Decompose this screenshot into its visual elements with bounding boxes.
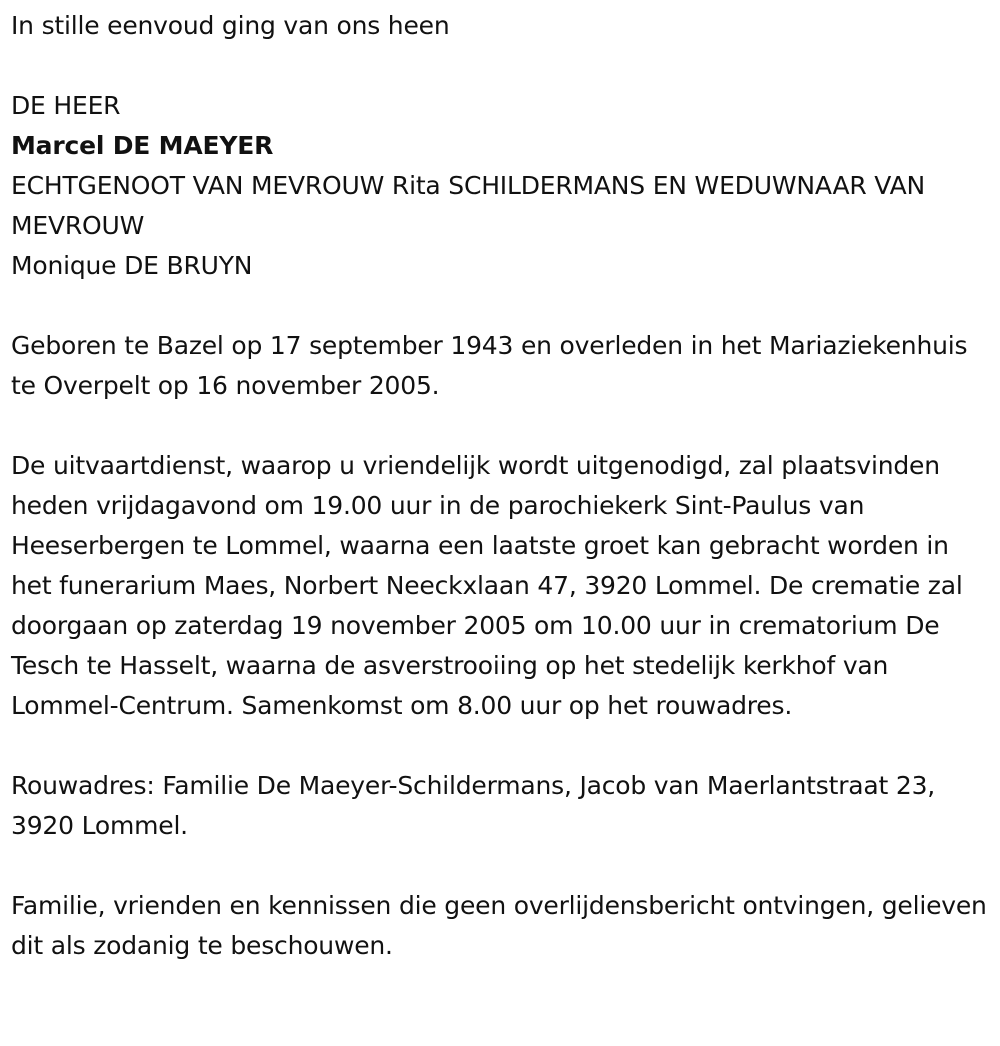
funeral-paragraph: De uitvaartdienst, waarop u vriendelijk wordt uitgenodigd, zal plaatsvinden heden vrijdagavond om 19.00 uur in de parochiekerk Sint-Paulus van Heeserbergen te Lommel, waarna een laatste groet kan gebracht worden in het funerarium Maes, Norbert Neeckxlaan 47, 3920 Lommel. De crematie zal doorgaan op zaterdag 19 november 2005 om 10.00 uur in crematorium De Tesch te Hasselt, waarna de asverstrooiing op het stedelijk kerkhof van Lommel-Centrum. Samenkomst om 8.00 uur op het rouwadres.: [11, 451, 963, 720]
mourning-address-paragraph: Rouwadres: Familie De Maeyer-Schildermans, Jacob van Maerlantstraat 23, 3920 Lommel.: [11, 771, 936, 840]
spacer: [11, 846, 996, 886]
spacer: [11, 46, 996, 86]
spacer: [11, 286, 996, 326]
spouse-relation: ECHTGENOOT VAN MEVROUW Rita SCHILDERMANS EN WEDUWNAAR VAN MEVROUW: [11, 171, 925, 240]
former-spouse-name: Monique DE BRUYN: [11, 251, 253, 280]
closing-paragraph: Familie, vrienden en kennissen die geen overlijdensbericht ontvingen, gelieven dit als zodanig te beschouwen.: [11, 891, 987, 960]
honorific: DE HEER: [11, 91, 121, 120]
spacer: [11, 406, 996, 446]
obituary-notice: [11, 6, 996, 966]
spacer: [11, 726, 996, 766]
deceased-name: Marcel DE MAEYER: [11, 131, 274, 160]
birth-death-paragraph: Geboren te Bazel op 17 september 1943 en overleden in het Mariaziekenhuis te Overpelt op 16 november 2005.: [11, 331, 968, 400]
intro-line: In stille eenvoud ging van ons heen: [11, 11, 450, 40]
